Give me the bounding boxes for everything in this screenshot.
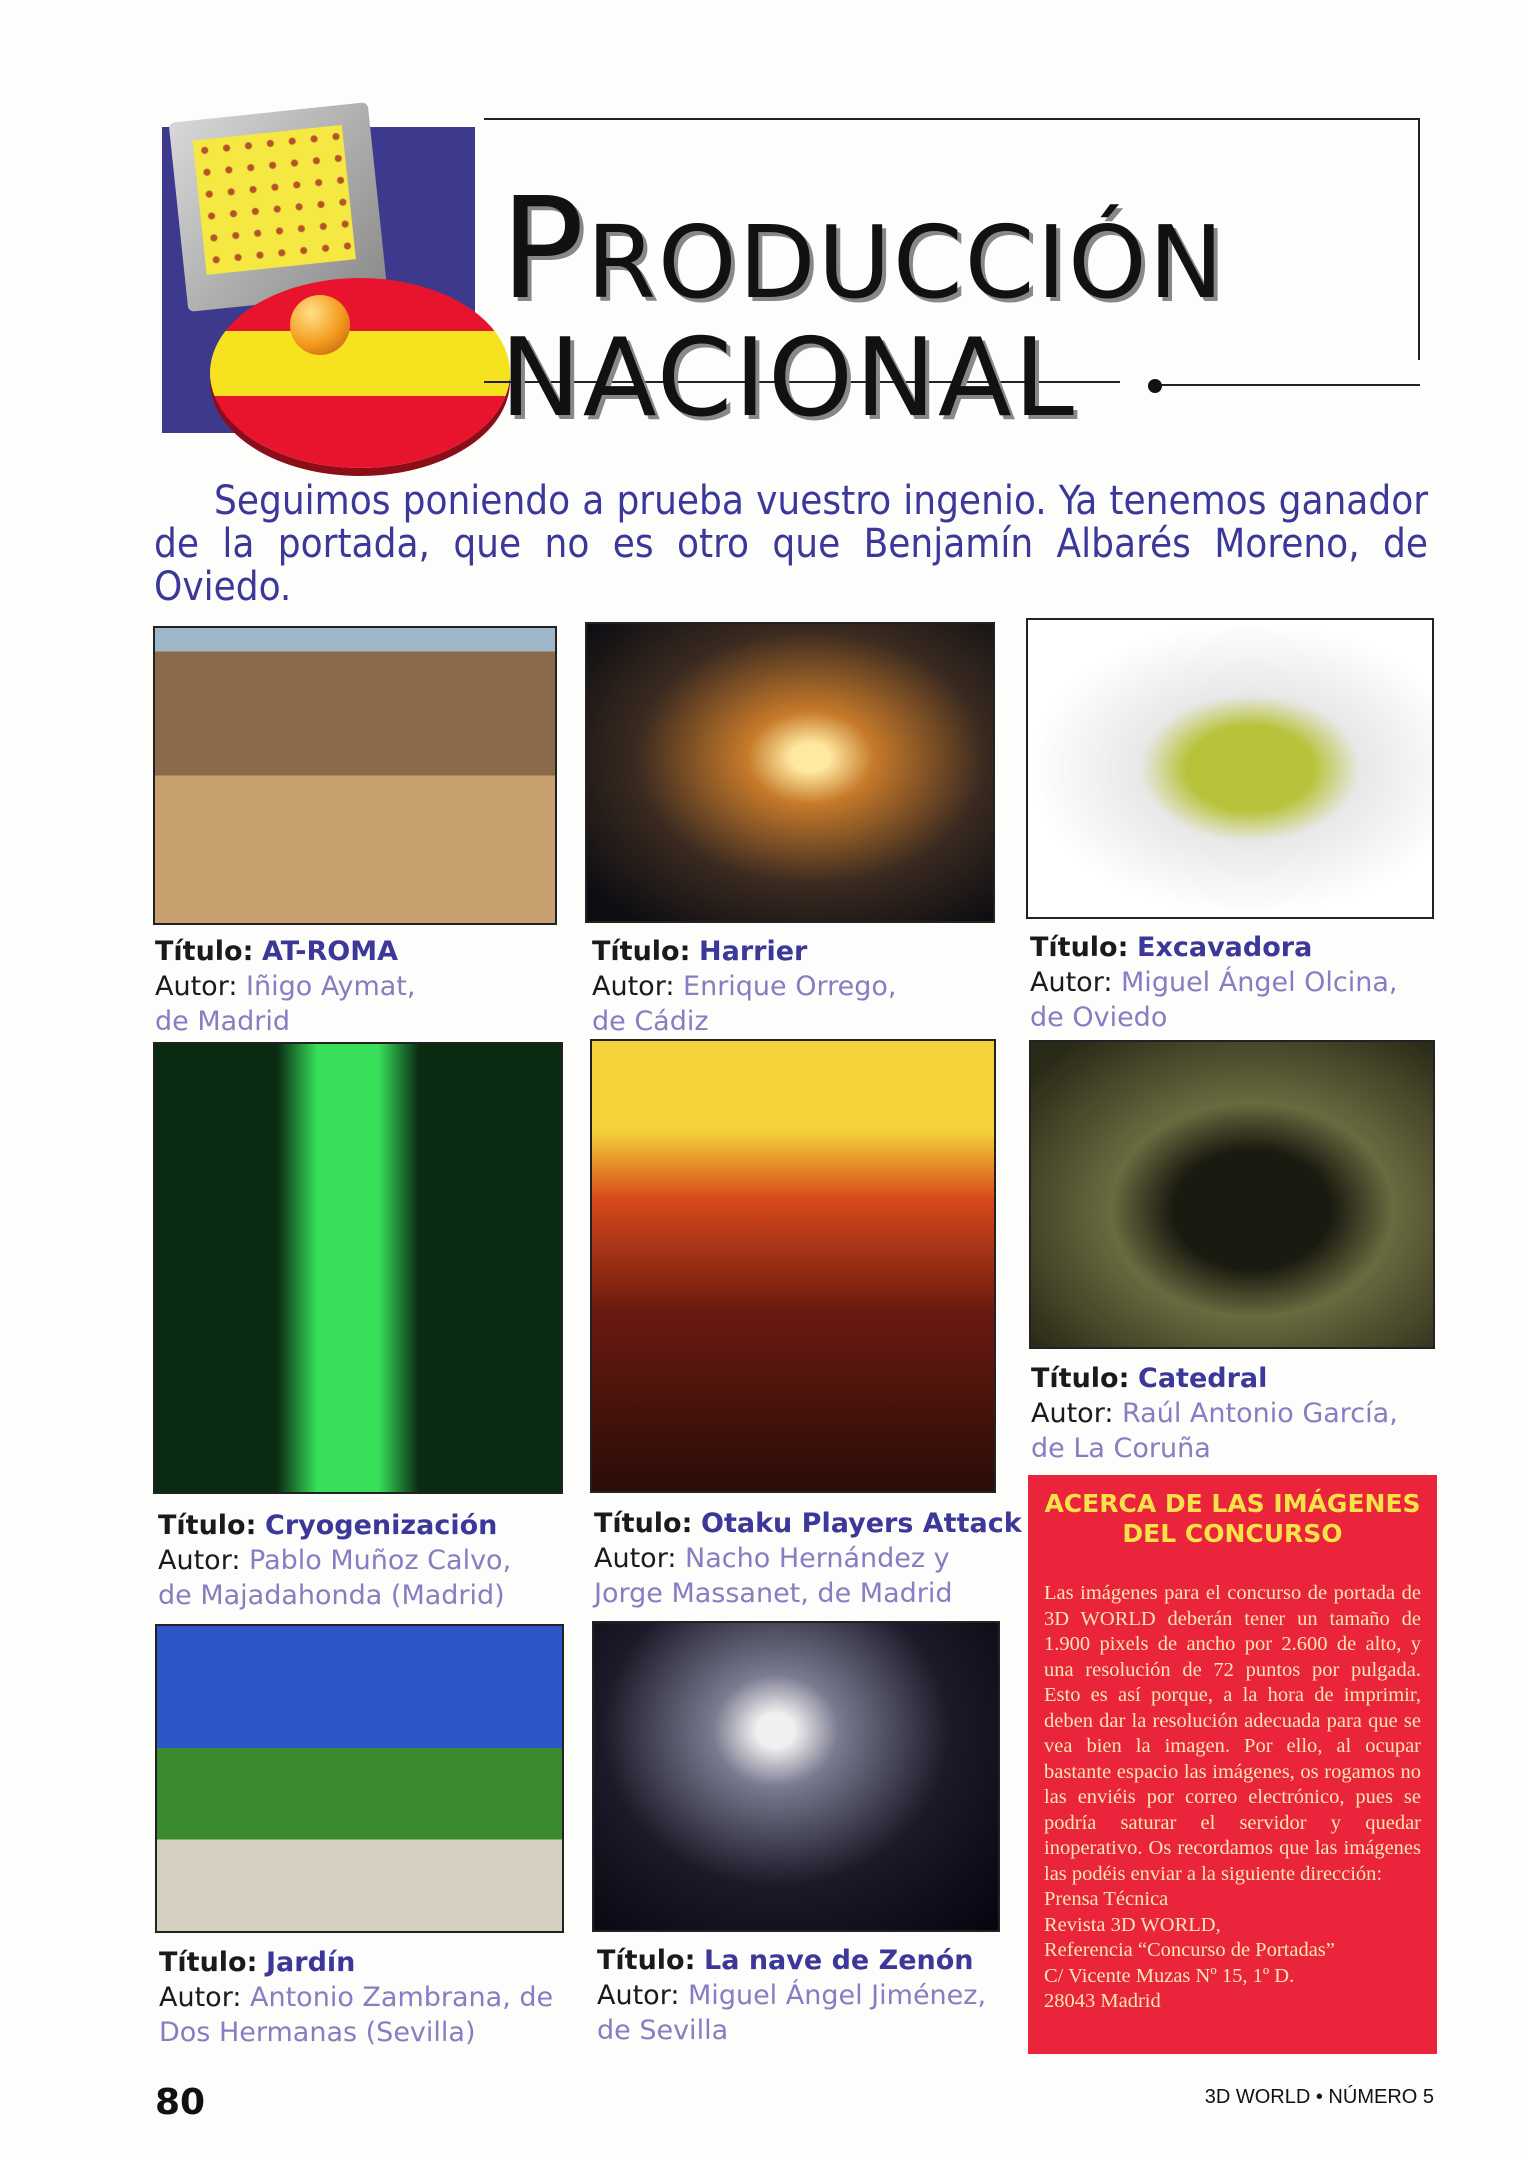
author-label: Autor: (1030, 967, 1113, 998)
author-label: Autor: (592, 971, 675, 1002)
title-bullet (1148, 379, 1162, 393)
entry-title: La nave de Zenón (704, 1945, 974, 1976)
monitor-screen (193, 125, 356, 275)
entry-author: Antonio Zambrana, de (250, 1982, 554, 2013)
entry-title: Cryogenización (265, 1510, 498, 1541)
address-line: Prensa Técnica (1044, 1888, 1169, 1910)
author-label: Autor: (597, 1980, 680, 2011)
title-label: Título: (594, 1508, 693, 1539)
address-line: Revista 3D WORLD, (1044, 1913, 1221, 1936)
intro-paragraph: Seguimos poniendo a prueba vuestro ingenio. Ya tenemos ganador de la portada, que no es otro que Benjamín Albarés Moreno, de Oviedo. (154, 478, 1428, 610)
caption-la-nave-de-zenon (597, 1943, 986, 2048)
image-harrier (585, 622, 995, 923)
entry-author: Iñigo Aymat, (246, 971, 416, 1002)
contest-address (1044, 1887, 1421, 2015)
image-cryogenizacion (153, 1042, 563, 1494)
author-label: Autor: (1031, 1398, 1114, 1429)
caption-at-roma (155, 934, 415, 1039)
caption-catedral (1031, 1361, 1398, 1466)
entry-author: Miguel Ángel Olcina, (1121, 967, 1398, 998)
address-line: 28043 Madrid (1044, 1990, 1161, 2012)
title-label: Título: (592, 936, 691, 967)
caption-otaku-players-attack (594, 1506, 1022, 1611)
entry-place: Dos Hermanas (Sevilla) (159, 2017, 476, 2048)
title-label: Título: (155, 936, 254, 967)
image-catedral (1029, 1040, 1435, 1349)
entry-title: Excavadora (1137, 932, 1313, 963)
entry-place: Jorge Massanet, de Madrid (594, 1578, 953, 1609)
entry-place: de Sevilla (597, 2015, 729, 2046)
entry-place: de Madrid (155, 1006, 291, 1037)
author-label: Autor: (155, 971, 238, 1002)
page-title-line2: NACIONAL (500, 316, 1076, 441)
caption-harrier (592, 934, 896, 1039)
entry-place: de La Coruña (1031, 1433, 1211, 1464)
magazine-issue: 3D WORLD • NÚMERO 5 (1204, 2086, 1434, 2108)
page-title-line1 (500, 168, 1226, 331)
entry-author: Miguel Ángel Jiménez, (688, 1980, 987, 2011)
entry-place: de Cádiz (592, 1006, 709, 1037)
entry-author: Pablo Muñoz Calvo, (249, 1545, 512, 1576)
author-label: Autor: (594, 1543, 677, 1574)
caption-excavadora (1030, 930, 1398, 1035)
caption-jardin (159, 1945, 553, 2050)
entry-place: de Majadahonda (Madrid) (158, 1580, 505, 1611)
entry-author: Raúl Antonio García, (1122, 1398, 1398, 1429)
author-label: Autor: (159, 1982, 242, 2013)
entry-title: Catedral (1138, 1363, 1268, 1394)
title-label: Título: (1031, 1363, 1130, 1394)
image-jardin (155, 1624, 564, 1933)
title-initial: P (500, 168, 587, 331)
title-frame-line (1160, 384, 1420, 386)
image-otaku-players-attack (590, 1039, 996, 1493)
contest-info-body: Las imágenes para el concurso de portada de 3D WORLD deberán tener un tamaño de 1.900 pixels de ancho por 2.600 de alto, y una resolución de 72 puntos por pulgada. Esto es así porque, a la hora de imprimir, deben dar la resolución adecuada para que se vea bien la imagen. Por ello, al ocupar bastante espacio las imágenes, os rogamos no las enviéis por correo electrónico, pues se podría saturar el servidor y quedar inoperativo. Os recordamos que las imágenes las podéis enviar a la siguiente dirección: (1044, 1582, 1421, 1885)
sphere-illustration (290, 295, 350, 355)
author-label: Autor: (158, 1545, 241, 1576)
image-la-nave-de-zenon (592, 1621, 1000, 1932)
entry-title: AT-ROMA (262, 936, 398, 967)
entry-title: Jardín (266, 1947, 356, 1978)
entry-author: Enrique Orrego, (683, 971, 897, 1002)
contest-info-heading: ACERCA DE LAS IMÁGENES DEL CONCURSO (1044, 1489, 1421, 1548)
caption-cryogenizacion (158, 1508, 511, 1613)
title-label: Título: (597, 1945, 696, 1976)
contest-info-box (1028, 1475, 1437, 2054)
title-label: Título: (158, 1510, 257, 1541)
address-line: Referencia “Concurso de Portadas” (1044, 1939, 1335, 1961)
entry-place: de Oviedo (1030, 1002, 1168, 1033)
spain-flag-disc (210, 278, 510, 468)
image-at-roma (153, 626, 557, 925)
title-rest: RODUCCIÓN (586, 204, 1226, 321)
title-label: Título: (159, 1947, 258, 1978)
entry-title: Otaku Players Attack (701, 1508, 1022, 1539)
image-excavadora (1026, 618, 1434, 919)
title-label: Título: (1030, 932, 1129, 963)
entry-title: Harrier (699, 936, 808, 967)
page-number: 80 (155, 2082, 206, 2123)
entry-author: Nacho Hernández y (685, 1543, 950, 1574)
address-line: C/ Vicente Muzas Nº 15, 1º D. (1044, 1964, 1295, 1987)
